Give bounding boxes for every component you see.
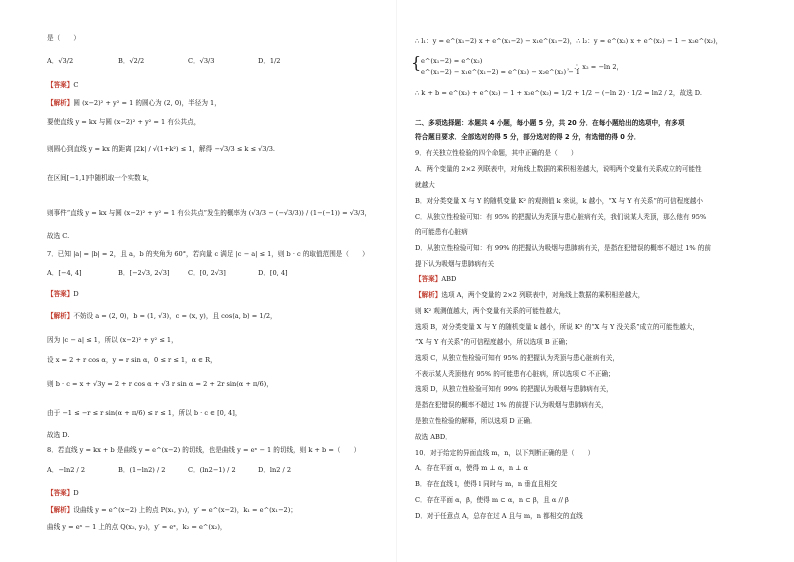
q9-analysis-8: 是指在犯错误的概率不超过 1% 的前提下认为吸烟与患肺病有关， [415, 401, 608, 409]
answer-tag: 【答案】 [47, 81, 74, 89]
q9-answer: 【答案】ABD [415, 275, 457, 283]
q8-analysis-1: 【解析】设曲线 y = e^(x−2) 上的点 P(x₁, y₁)，y′ = e^(x−2)，k₁ = e^(x₁−2)； [47, 506, 297, 514]
q7-option-a: A．[−4, 4] [47, 269, 82, 277]
page-divider [396, 0, 397, 562]
q7-analysis-5: 由于 −1 ≤ −r ≤ r sin(α + π/6) ≤ r ≤ 1，所以 b · c ∈ [0, 4]， [47, 409, 242, 417]
q8-analysis-2: 曲线 y = eˣ − 1 上的点 Q(x₂, y₂)，y′ = eˣ，k₂ = e^(x₂)， [47, 523, 227, 531]
section-2-title-2: 符合题目要求．全部选对的得 5 分，部分选对的得 2 分，有选错的得 0 分． [415, 133, 641, 141]
q8-option-d: D．ln2 / 2 [258, 466, 292, 474]
q9-analysis-1: 【解析】选项 A，两个变量的 2×2 列联表中，对角线上数据的乘积相差越大， [415, 291, 645, 299]
q9-option-c: C．从独立性检验可知：有 95% 的把握认为秃顶与患心脏病有关，我们说某人秃顶，那么他有 95% [415, 213, 707, 221]
q9-analysis-4: “X 与 Y 有关系”的可信程度越小，所以选项 B 正确； [415, 338, 572, 346]
q6-option-c: C．√3/3 [188, 57, 215, 65]
q7-analysis-6: 故选 D. [47, 431, 70, 439]
q6-tail: 是（ ） [47, 34, 80, 42]
q10-option-c: C．存在平面 α，β，使得 m ⊂ α，n ⊂ β，且 α // β [415, 496, 569, 504]
q9-option-b: B．对分类变量 X 与 Y 的随机变量 K² 的观测值 k 来说，k 越小，“X 与 Y 有关系”的可信程度越小 [415, 197, 703, 205]
q9-stem: 9．有关独立性检验的四个命题，其中正确的是（ ） [415, 149, 578, 157]
q7-analysis-3: 设 x = 2 + r cos α，y = r sin α，0 ≤ r ≤ 1，α ∈ R， [47, 356, 217, 364]
q8-answer: 【答案】D [47, 489, 79, 497]
q6-analysis-5: 则事件“直线 y = kx 与圆 (x−2)² + y² = 1 有公共点”发生的概率为 (√3/3 − (−√3/3)) / (1−(−1)) = √3/3， [47, 209, 372, 217]
q9-analysis-7: 选项 D，从独立性检验可知有 99% 的把握认为吸烟与患肺病有关， [415, 385, 613, 393]
q7-stem: 7．已知 |a| = |b| = 2，且 a，b 的夹角为 60°，若向量 c 满足 |c − a| ≤ 1，则 b · c 的取值范围是（ ） [47, 250, 369, 258]
q6-analysis-6: 故选 C. [47, 232, 70, 240]
system-eq-2: e^(x₁−2) − x₁e^(x₁−2) = e^(x₂) − x₂e^(x₂) − 1 [421, 68, 580, 76]
q7-analysis-4: 则 b · c = x + √3y = 2 + r cos α + √3 r sin α = 2 + 2r sin(α + π/6)， [47, 380, 273, 388]
q9-option-c-cont: 的可能患有心脏病 [415, 228, 468, 236]
q7-analysis-2: 因为 |c − a| ≤ 1，所以 (x−2)² + y² ≤ 1， [47, 336, 178, 344]
q8-option-a: A．−ln2 / 2 [47, 466, 86, 474]
q7-option-b: B．[−2√3, 2√3] [118, 269, 170, 277]
q6-analysis-4: 在区间[−1,1]中随机取一个实数 k， [47, 174, 154, 182]
q9-analysis-5: 选项 C，从独立性检验可知有 95% 的把握认为秃顶与患心脏病有关， [415, 354, 620, 362]
system-brace: { [411, 53, 422, 72]
q9-option-d-cont: 提下认为吸烟与患肺病有关 [415, 260, 495, 268]
q6-analysis-3: 则圆心到直线 y = kx 的距离 |2k| / √(1+k²) ≤ 1，解得 −√3/3 ≤ k ≤ √3/3. [47, 145, 276, 153]
system-result: ，∴ x₂ = −ln 2， [567, 63, 624, 71]
q8-stem: 8．若直线 y = kx + b 是曲线 y = e^(x−2) 的切线，也是曲线 y = eˣ − 1 的切线，则 k + b =（ ） [47, 446, 361, 454]
q9-option-d: D．从独立性检验可知：有 99% 的把握认为吸烟与患肺病有关，是指在犯错误的概率不超过 1% 的前 [415, 244, 711, 252]
q6-option-b: B．√2/2 [118, 57, 145, 65]
q6-analysis-1: 【解析】圆 (x−2)² + y² = 1 的圆心为 (2, 0)，半径为 1， [47, 99, 221, 107]
q9-analysis-10: 故选 ABD． [415, 433, 452, 441]
q8-option-c: C．(ln2−1) / 2 [188, 466, 236, 474]
q10-stem: 10．对于给定的异面直线 m，n，以下判断正确的是（ ） [415, 449, 595, 457]
analysis-tag: 【解析】 [47, 99, 74, 107]
q9-analysis-6: 不表示某人秃顶他有 95% 的可能患有心脏病，所以选项 C 不正确； [415, 370, 615, 378]
q7-answer: 【答案】D [47, 290, 79, 298]
q10-option-d: D．对于任意点 A，总存在过 A 且与 m，n 都相交的直线 [415, 512, 583, 520]
q7-option-d: D．[0, 4] [258, 269, 288, 277]
q10-option-a: A．存在平面 α，使得 m ⊥ α，n ⊥ α [415, 464, 528, 472]
q9-option-a: A．两个变量的 2×2 列联表中，对角线上数据的乘积相差越大，说明两个变量有关系成立的可能性 [415, 165, 702, 173]
q8-option-b: B．(1−ln2) / 2 [118, 466, 166, 474]
q10-option-b: B．存在直线 l，使得 l 同时与 m，n 垂直且相交 [415, 480, 558, 488]
q7-analysis-1: 【解析】不妨设 a = (2, 0)，b = (1, √3)，c = (x, y)，且 cos⟨a, b⟩ = 1/2， [47, 312, 277, 320]
system-eq-1: e^(x₁−2) = e^(x₂) [421, 57, 483, 65]
section-2-title: 二、多项选择题：本题共 4 小题，每小题 5 分，共 20 分．在每小题给出的选项中，有多项 [415, 119, 685, 127]
q6-option-a: A．√3/2 [47, 57, 74, 65]
tangent-lines: ∴ l₁：y = e^(x₁−2) x + e^(x₁−2) − x₁e^(x₁−2)，∴ l₂：y = e^(x₂) x + e^(x₂) − 1 − x₂e^(x₂)， [415, 37, 723, 45]
q9-analysis-9: 是独立性检验的解释，所以选项 D 正确． [415, 417, 537, 425]
q9-analysis-2: 则 K² 观测值越大，两个变量有关系的可能性越大， [415, 307, 566, 315]
q6-analysis-2: 要使直线 y = kx 与圆 (x−2)² + y² = 1 有公共点， [47, 118, 201, 126]
q7-option-c: C．[0, 2√3] [188, 269, 226, 277]
q6-option-d: D．1/2 [258, 57, 281, 65]
q6-answer-value: C [73, 81, 79, 89]
q9-analysis-3: 选项 B，对分类变量 X 与 Y 的随机变量 k 越小，所说 K² 的“X 与 Y 没关系”成立的可能性越大， [415, 323, 699, 331]
q9-option-a-cont: 就越大 [415, 181, 435, 189]
k-plus-b-line: ∴ k + b = e^(x₂) + e^(x₂) − 1 + x₂e^(x₂) = 1/2 + 1/2 − (−ln 2) · 1/2 = ln2 / 2，故选 D. [415, 89, 702, 97]
q6-answer [47, 82, 78, 90]
